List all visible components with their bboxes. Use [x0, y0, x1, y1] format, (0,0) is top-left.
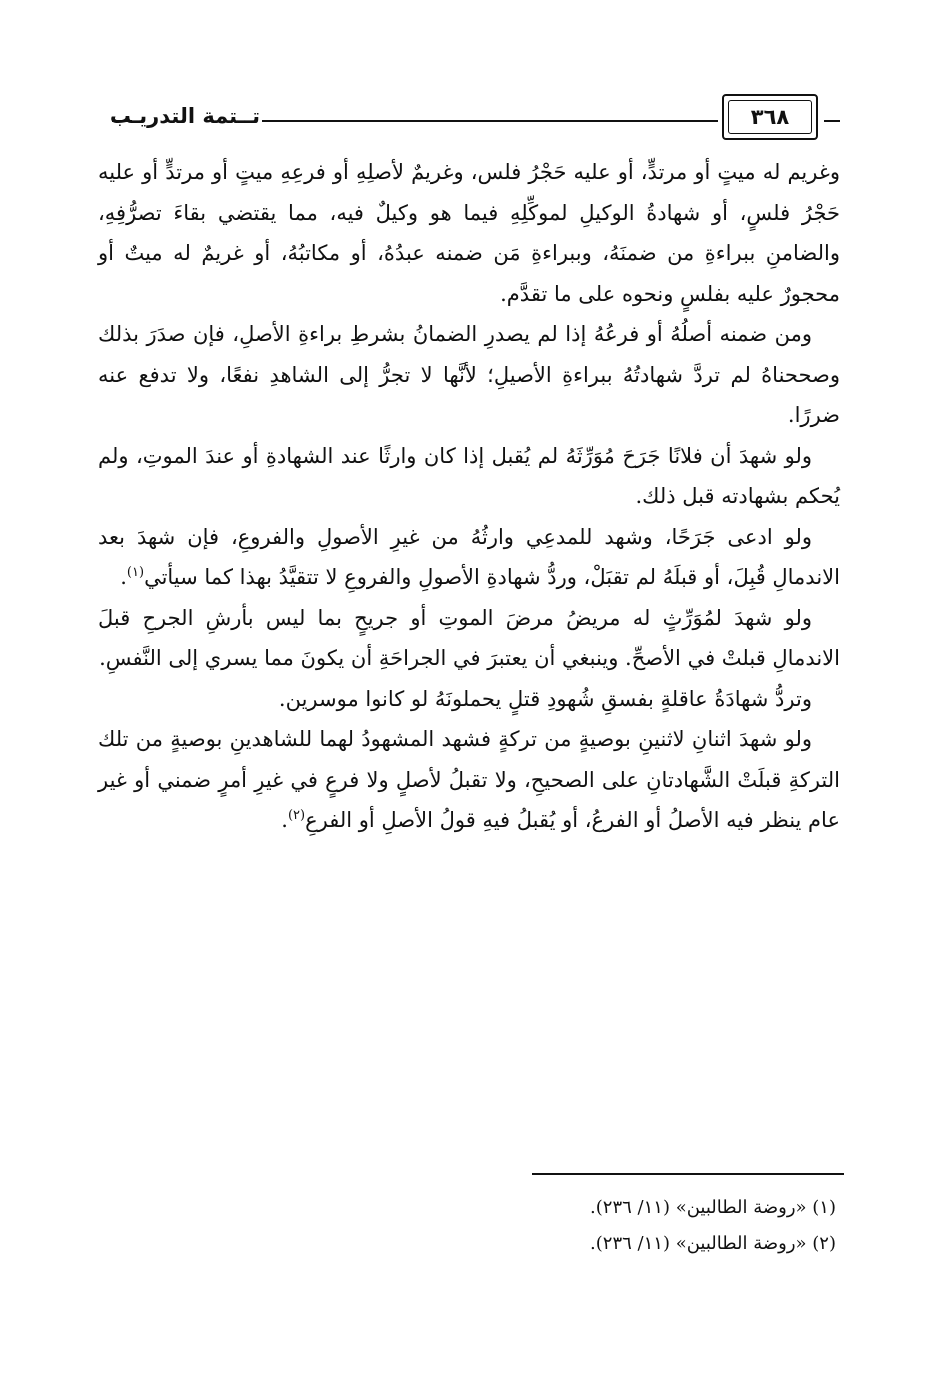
paragraph-5: ولو شهدَ لمُوَرِّثٍ له مريضُ مرضَ الموتِ أو جريحٍ بما ليس بأرشِ الجرحِ قبلَ الاندمالِ قبلتْ في الأصحِّ. وينبغي أن يعتبرَ في الجراحَةِ أن يكونَ مما يسري إلى النَّفسِ. — [98, 605, 840, 670]
page-number-frame — [722, 94, 818, 140]
paragraph-7-text: ولو شهدَ اثنانِ لاثنينِ بوصيةٍ من تركةٍ فشهد المشهودُ لهما للشاهدينِ بوصيةٍ من تلك التركةِ قبلَتْ الشَّهادتانِ على الصحيحِ، ولا تقبلُ لأصلٍ ولا فرعٍ في غيرِ أمرٍ ضمني أو غير عام ينظر فيه الأصلُ أو الفرعُ، أو يُقبلُ فيهِ قولُ الأصلِ أو الفرعِ — [98, 727, 840, 832]
footnote-ref-1[interactable]: (١) — [126, 565, 145, 580]
page-number: ٣٦٨ — [728, 100, 812, 134]
paragraph-7 — [98, 719, 840, 841]
running-header — [109, 92, 840, 144]
footnote-separator — [532, 1173, 844, 1175]
paragraph-4 — [98, 517, 840, 598]
footnote-1: (١) «روضة الطالبين» (١١/ ٢٣٦). — [590, 1197, 836, 1218]
paragraph-6: وتردُّ شهادَةُ عاقلةٍ بفسقِ شُهودِ قتلٍ يحملونَهُ لو كانوا موسرين. — [278, 686, 812, 711]
footnotes — [102, 1190, 844, 1262]
paragraph-1: وغريم له ميتٍ أو مرتدٍّ، أو عليه حَجْرُ فلس، وغريمٌ لأصلِهِ أو فرعِهِ ميتٍ أو مرتدٍّ أو عليه حَجْرُ فلسٍ، أو شهادةُ الوكيلِ لموكِّلِهِ فيما هو وكيلٌ فيه، مما يقتضي بقاءَ تصرُّفِهِ، والضامنِ ببراءةِ من ضمنَهُ، وببراءةِ مَن ضمنه عبدُهُ، أو مكاتبُهُ، أو غريمٌ له ميتٌ أو محجورٌ عليه بفلسٍ ونحوه على ما تقدَّم. — [98, 160, 840, 306]
header-title: تــتمة التدريـب — [109, 104, 260, 128]
paragraph-7-end: . — [281, 808, 288, 832]
main-text — [98, 152, 840, 841]
footnote-ref-2[interactable]: (٢) — [287, 808, 306, 823]
paragraph-4-end: . — [120, 565, 127, 589]
header-right-dash — [824, 120, 840, 122]
header-rule — [262, 120, 718, 122]
paragraph-2: ومن ضمنه أصلُهُ أو فرعُهُ إذا لم يصدرِ الضمانُ بشرطِ براءةِ الأصلِ، فإن صدَرَ بذلك وصححناهُ لم تردَّ شهادتُهُ ببراءةِ الأصيلِ؛ لأنَّها لا تجرُّ إلى الشاهدِ نفعًا، ولا تدفع عنه ضررًا. — [98, 322, 840, 427]
paragraph-4-text: ولو ادعى جَرَحًا، وشهد للمدعِي وارثُهُ من غيرِ الأصولِ والفروعِ، فإن شهدَ بعد الاندمالِ قُبِلَ، أو قبلَهُ لم تقبَلْ، وردُّ شهادةِ الأصولِ والفروعِ لا تتقيَّدُ بهذا كما سيأتي — [98, 524, 840, 589]
footnote-2: (٢) «روضة الطالبين» (١١/ ٢٣٦). — [590, 1233, 836, 1254]
paragraph-3: ولو شهدَ أن فلانًا جَرَحَ مُوَرِّثَهُ لم يُقبل إذا كان وارثًا عند الشهادةِ أو عندَ الموتِ، ولم يُحكم بشهادته قبل ذلك. — [98, 443, 840, 508]
